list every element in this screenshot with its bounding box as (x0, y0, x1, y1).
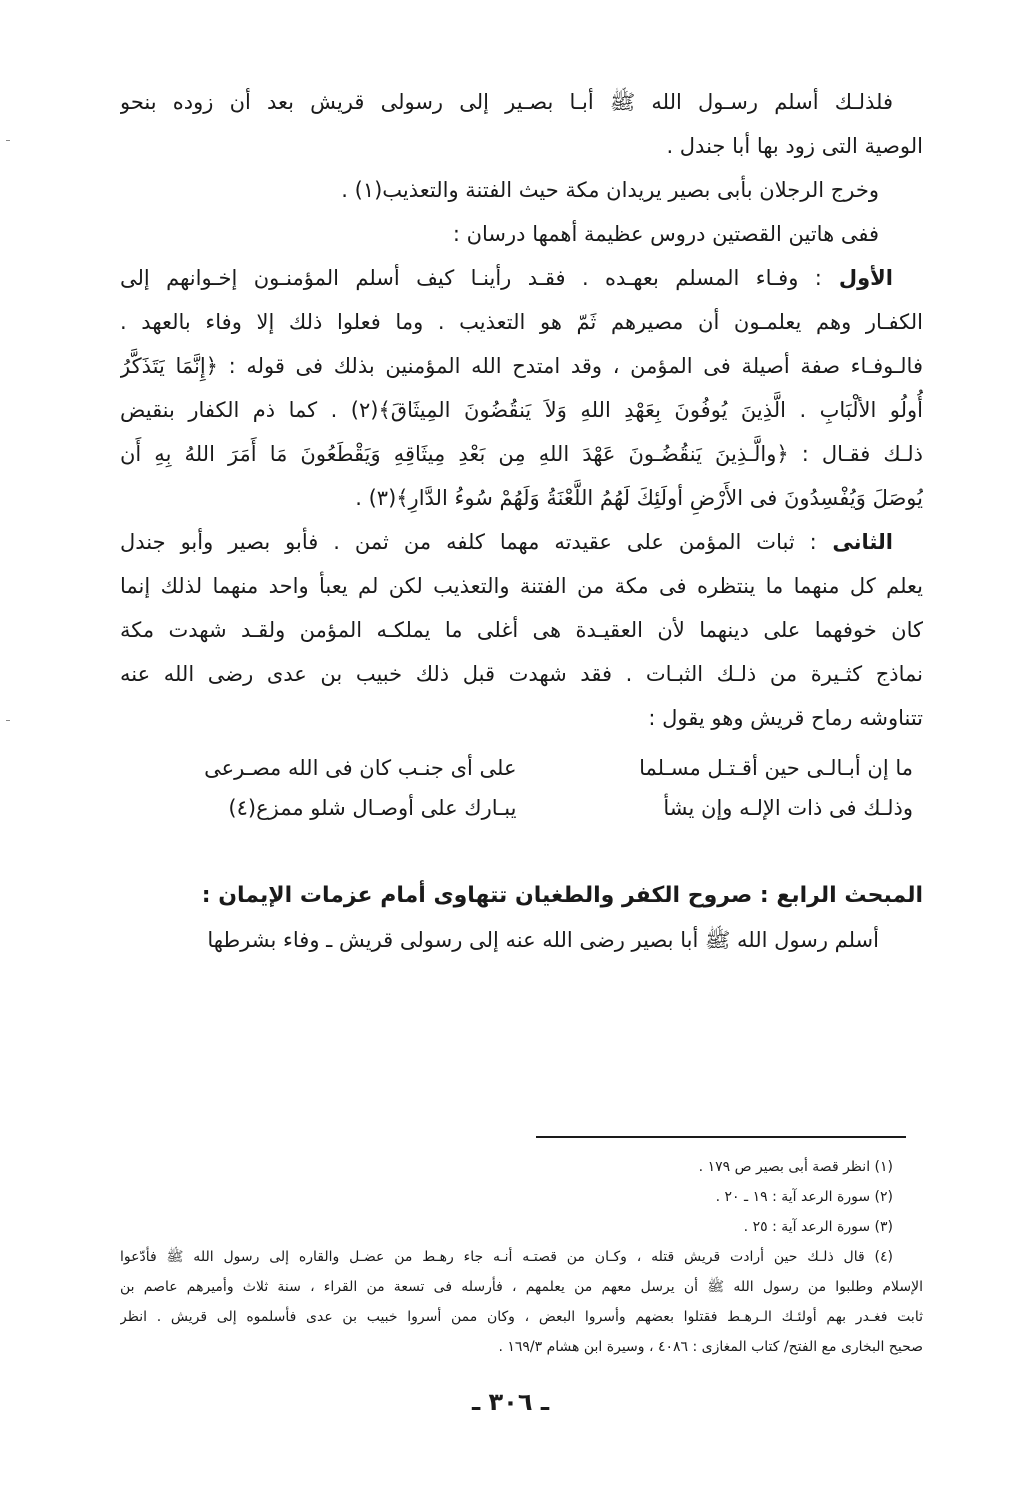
footnote-1: (١) انظر قصة أبى بصير ص ١٧٩ . (698, 1159, 893, 1175)
footnote-4-line: الإسلام وطلبوا من رسول الله ﷺ أن يرسل معهم من يعلمهم ، فأرسله فى تسعة من القراء ، سنة ثلاث وأميرهم عاصم بن (120, 1279, 923, 1295)
footnote-4-line: ثابت فغـدر بهم أولئـك الـرهـط فقتلوا بعضهم وأسروا البعض ، وكان ممن أسروا خبيب بن عدى فأسلموه إلى قريش . انظر (120, 1309, 923, 1325)
point-label: الثانى (816, 530, 894, 554)
text-line: ففى هاتين القصتين دروس عظيمة أهمها درسان : (452, 222, 879, 246)
poem-hemistich: على أى جنـب كان فى الله مصـرعى (204, 756, 517, 780)
footnote-2: (٢) سورة الرعد آية : ١٩ ـ ٢٠ . (715, 1189, 893, 1205)
text-line: تتناوشه رماح قريش وهو يقول : (648, 706, 923, 730)
poem-hemistich: يبـارك على أوصـال شلو ممزع(٤) (228, 796, 517, 820)
text-line: الوصية التى زود بها أبا جندل . (666, 134, 923, 158)
footnote-4-line: صحيح البخارى مع الفتح/ كتاب المغازى : ٤٠٨٦ ، وسيرة ابن هشام ١٦٩/٣ . (498, 1339, 923, 1355)
text-line: أسلم رسول الله ﷺ أبا بصير رضى الله عنه إلى رسولى قريش ـ وفاء بشرطها (207, 928, 879, 952)
text-line: وخرج الرجلان بأبى بصير يريدان مكة حيث الفتنة والتعذيب(١) . (341, 178, 879, 202)
scan-artifact (6, 140, 10, 141)
text-line-first-point: الأول : وفـاء المسلم بعهـده . فقـد رأينـا كيف أسلم المؤمنـون إخـوانهم إلى (120, 266, 894, 290)
footnote-3: (٣) سورة الرعد آية : ٢٥ . (743, 1219, 893, 1235)
text-line: فلذلـك أسلم رسـول الله ﷺ أبـا بصـير إلى رسولى قريش بعد أن زوده بنحو (120, 90, 893, 114)
footnote-4-line: (٤) قال ذلـك حين أرادت قريش قتله ، وكـان من قصتـه أنـه جاء رهـط من عضـل والقاره إلى رسول الله ﷺ فأدّعوا (120, 1249, 893, 1265)
section-heading: المبحث الرابع : صروح الكفر والطغيان تتهاوى أمام عزمات الإيمان : (201, 883, 923, 908)
poem (120, 748, 923, 828)
text-line-verse: ذلـك فقـال : ﴿والَّـذِينَ يَنقُضُـونَ عَهْدَ اللهِ مِن بَعْدِ مِيثَاقِهِ وَيَقْطَعُونَ مَا أَمَرَ اللهُ بِهِ أَن (120, 442, 923, 466)
text-line-verse: أُولُو الألْبَابِ . الَّذِينَ يُوفُونَ بِعَهْدِ اللهِ وَلاَ يَنقُضُونَ المِيثَاقَ﴾(٢) . كما ذم الكفار بنقيض (120, 398, 923, 422)
text-line: يعلم كل منهما ما ينتظره فى مكة من الفتنة والتعذيب لكن لم يعبأ واحد منهما لذلك إنما (120, 574, 923, 598)
text-line: فالـوفـاء صفة أصيلة فى المؤمن ، وقد امتدح الله المؤمنين بذلك فى قوله : ﴿إِنَّمَا يَتَذَكَّرُ (120, 354, 923, 378)
text-line: الكفـار وهم يعلمـون أن مصيرهم ثَمّ هو التعذيب . وما فعلوا ذلك إلا وفاء بالعهد . (120, 310, 923, 334)
point-label: الأول (821, 266, 894, 290)
text-line: كان خوفهما على دينهما لأن العقيـدة هى أغلى ما يملكـه المؤمن ولقـد شهدت مكة (120, 618, 923, 642)
page-number: ـ ٣٠٦ ـ (471, 1388, 550, 1416)
footnotes (120, 1152, 923, 1362)
scan-artifact (6, 720, 10, 721)
text-line: نماذج كثـيرة من ذلـك الثبـات . فقد شهدت قبل ذلك خبيب بن عدى رضى الله عنه (120, 662, 923, 686)
footnote-separator (536, 1136, 906, 1138)
text-line-verse: يُوصَلَ وَيُفْسِدُونَ فى الأَرْضِ أولَئِكَ لَهُمُ اللَّعْنَةُ وَلَهُمْ سُوءُ الدَّارِ﴾(٣) . (355, 486, 923, 510)
main-text (120, 80, 923, 962)
poem-hemistich: وذلـك فى ذات الإلـه وإن يشأ (663, 796, 913, 820)
text-line-second-point: الثانى : ثبات المؤمن على عقيدته مهما كلفه من ثمن . فأبو بصير وأبو جندل (120, 530, 894, 554)
poem-hemistich: ما إن أبـالـى حين أقـتـل مسـلما (639, 756, 913, 780)
